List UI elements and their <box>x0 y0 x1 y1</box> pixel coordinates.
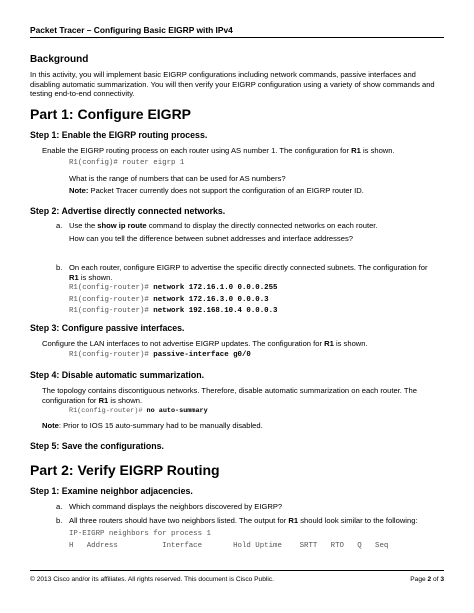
p1-step2-heading: Step 2: Advertise directly connected networks. <box>30 206 226 216</box>
p1-step2-b-marker: b. <box>56 263 63 272</box>
p1-step3-code: R1(config-router)# passive-interface g0/0 <box>69 351 251 359</box>
p1-step1-note: Note: Packet Tracer currently does not support the configuration of an EIGRP router ID. <box>69 186 364 195</box>
p2-step1-code-line1: IP-EIGRP neighbors for process 1 <box>69 530 211 538</box>
p1-step1-intro: Enable the EIGRP routing process on each router using AS number 1. The configuration for R1 is shown. <box>42 146 395 155</box>
page-header-title: Packet Tracer – Configuring Basic EIGRP with IPv4 <box>30 25 233 35</box>
p2-step1-a-text: Which command displays the neighbors discovered by EIGRP? <box>69 502 283 511</box>
p1-step5-heading: Step 5: Save the configurations. <box>30 441 164 451</box>
p1-step2-a-question: How can you tell the difference between subnet addresses and interface addresses? <box>69 234 353 243</box>
footer-page-number: Page 2 of 3 <box>410 576 444 583</box>
header-divider <box>30 37 444 38</box>
p1-step1-code: R1(config)# router eigrp 1 <box>69 159 185 167</box>
p1-step2-code: R1(config-router)# network 172.16.1.0 0.0.0.255 R1(config-router)# network 172.16.3.0 0.0.0.3 R1(config-router)# network 192.168.10.4 0.0.0.3 <box>69 284 278 316</box>
p1-step3-heading: Step 3: Configure passive interfaces. <box>30 323 185 333</box>
p1-step4-heading: Step 4: Disable automatic summarization. <box>30 370 205 380</box>
footer-copyright: © 2013 Cisco and/or its affiliates. All rights reserved. This document is Cisco Public. <box>30 576 274 583</box>
p1-step3-text: Configure the LAN interfaces to not advertise EIGRP updates. The configuration for R1 is shown. <box>42 339 368 348</box>
p1-step4-code: R1(config-router)# no auto-summary <box>69 407 208 415</box>
background-paragraph: In this activity, you will implement basic EIGRP configurations including network commands, passive interfaces and disabling automatic summarization. You will then verify your EIGRP configuration using a variety of show commands and testing end-to-end connectivity. <box>30 70 435 99</box>
footer-divider <box>30 570 444 571</box>
part1-heading: Part 1: Configure EIGRP <box>30 106 192 122</box>
p1-step4-text: The topology contains discontiguous networks. Therefore, disable automatic summarization on each router. The configuration for R1 is shown. <box>42 386 417 405</box>
p2-step1-b-text: All three routers should have two neighbors listed. The output for R1 should look similar to the following: <box>69 516 418 525</box>
p2-step1-heading: Step 1: Examine neighbor adjacencies. <box>30 486 193 496</box>
background-heading: Background <box>30 54 89 65</box>
p1-step2-a-text: Use the show ip route command to display the directly connected networks on each router. <box>69 221 378 230</box>
p1-step1-heading: Step 1: Enable the EIGRP routing process. <box>30 130 208 140</box>
part2-heading: Part 2: Verify EIGRP Routing <box>30 462 220 478</box>
p2-step1-b-marker: b. <box>56 516 63 525</box>
p1-step4-note: Note: Prior to IOS 15 auto-summary had to be manually disabled. <box>42 421 263 430</box>
p1-step2-a-marker: a. <box>56 221 63 230</box>
p1-step2-b-text: On each router, configure EIGRP to advertise the specific directly connected subnets. The configuration for R1 is shown. <box>69 263 428 282</box>
p2-step1-a-marker: a. <box>56 502 63 511</box>
p1-step1-question: What is the range of numbers that can be used for AS numbers? <box>69 174 286 183</box>
p2-step1-code-line2: H Address Interface Hold Uptime SRTT RTO Q Seq <box>69 542 389 550</box>
